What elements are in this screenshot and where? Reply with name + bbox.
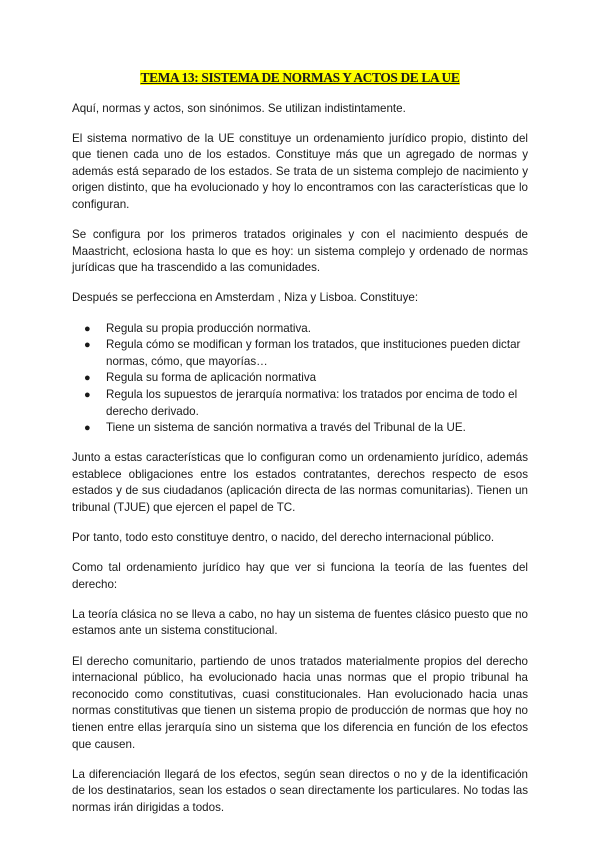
list-item bbox=[72, 337, 528, 370]
paragraph-synonyms: Aquí, normas y actos, son sinónimos. Se utilizan indistintamente. bbox=[72, 101, 406, 115]
paragraph-classical-theory: La teoría clásica no se lleva a cabo, no hay un sistema de fuentes clásico puesto que no estamos ante un sistema constitucional. bbox=[72, 607, 528, 638]
list-item-text: Tiene un sistema de sanción normativa a través del Tribunal de la UE. bbox=[106, 421, 466, 435]
paragraph-sources-theory: Como tal ordenamiento jurídico hay que ver si funciona la teoría de las fuentes del derecho: bbox=[72, 561, 528, 591]
list-item bbox=[72, 387, 528, 420]
list-item-text: Regula su propia producción normativa. bbox=[106, 321, 311, 335]
list-item bbox=[72, 321, 528, 338]
paragraph-differentiation: La diferenciación llegará de los efectos, según sean directos o no y de la identificación de los destinatarios, sean los estados o sean directamente los particulares. No todas las normas irán dirigidas a todos. bbox=[72, 767, 528, 814]
paragraph-configuration: Se configura por los primeros tratados originales y con el nacimiento después de Maastricht, eclosiona hasta lo que es hoy: un sistema complejo y ordenado de normas jurídicas que ha trascendido a las comunidades. bbox=[72, 228, 528, 275]
characteristics-list bbox=[72, 321, 528, 437]
bullet-icon: ● bbox=[84, 339, 91, 352]
paragraph-perfection: Después se perfecciona en Amsterdam , Niza y Lisboa. Constituye: bbox=[72, 291, 419, 305]
bullet-icon: ● bbox=[84, 322, 91, 335]
paragraph-normative-system: El sistema normativo de la UE constituye un ordenamiento jurídico propio, distinto del que tienen cada uno de los estados. Constituye más que un agregado de normas y además está separado de los estados. Se trata de un sistema complejo de nacimiento y origen distinto, que ha evolucionado y hoy lo encontramos con las características que lo configuran. bbox=[72, 131, 528, 212]
list-item-text: Regula cómo se modifican y forman los tratados, que instituciones pueden dictar normas, cómo, que mayorías… bbox=[106, 338, 521, 368]
paragraph-obligations: Junto a estas características que lo configuran como un ordenamiento jurídico, además establece obligaciones entre los estados contratantes, derechos respecto de esos estados y de sus ciudadanos (aplicación directa de las normas comunitarias). Tienen un tribunal (TJUE) que ejercen el papel de TC. bbox=[72, 451, 528, 514]
list-item-text: Regula su forma de aplicación normativa bbox=[106, 371, 317, 385]
list-item-text: Regula los supuestos de jerarquía normativa: los tratados por encima de todo el derecho derivado. bbox=[106, 387, 518, 418]
paragraph-community-law: El derecho comunitario, partiendo de unos tratados materialmente propios del derecho internacional público, ha evolucionado hacia unas normas que el propio tribunal ha reconocido como constitutivas, cuasi constitucionales. Han evolucionado hacia unas normas constitutivas que tienen un sistema propio de producción de normas que hoy no tienen entre ellas jerarquía sino un sistema que los diferencia en función de los efectos que causen. bbox=[72, 654, 528, 751]
bullet-icon: ● bbox=[84, 422, 91, 435]
document-page bbox=[72, 70, 528, 830]
page-title: TEMA 13: SISTEMA DE NORMAS Y ACTOS DE LA UE bbox=[140, 70, 460, 85]
bullet-icon: ● bbox=[84, 372, 91, 385]
bullet-icon: ● bbox=[84, 388, 91, 401]
list-item bbox=[72, 420, 528, 437]
title-block bbox=[72, 70, 528, 88]
paragraph-international-law: Por tanto, todo esto constituye dentro, o nacido, del derecho internacional público. bbox=[72, 531, 495, 545]
list-item bbox=[72, 370, 528, 387]
